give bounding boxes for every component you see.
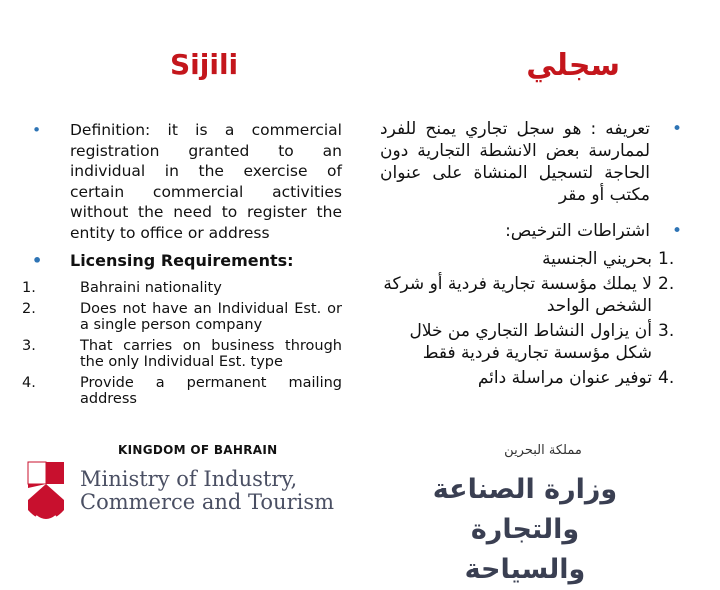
- list-text: Provide a permanent mailing address: [80, 374, 342, 407]
- list-text: لا يملك مؤسسة تجارية فردية أو شركة الشخص الواحد: [383, 274, 652, 316]
- bahrain-emblem-icon: [22, 458, 70, 530]
- definition-ar: [380, 118, 690, 206]
- ministry-line-2: Commerce and Tourism: [80, 490, 335, 514]
- list-number: 2.: [22, 300, 36, 317]
- list-text: توفير عنوان مراسلة دائم: [477, 368, 652, 388]
- list-item: [380, 273, 690, 317]
- arabic-column: [380, 118, 690, 392]
- definition-label-en: Definition:: [70, 121, 151, 139]
- list-item: [22, 280, 342, 296]
- list-text: أن يزاول النشاط التجاري من خلال شكل مؤسسة تجارية فردية فقط: [409, 321, 652, 363]
- list-item: [22, 338, 342, 370]
- title-arabic: سجلي: [526, 48, 620, 83]
- english-column: [22, 120, 342, 412]
- ministry-name-en: [80, 468, 334, 514]
- list-item: [380, 367, 690, 389]
- ministry-name-ar: وزارة الصناعة والتجارة والسياحة: [432, 474, 618, 585]
- list-text: بحريني الجنسية: [542, 249, 652, 269]
- kingdom-label-ar: مملكة البحرين: [504, 443, 582, 458]
- definition-label-ar: تعريفه :: [590, 119, 651, 139]
- list-number: 4.: [658, 368, 675, 388]
- bullet-icon: •: [671, 119, 682, 139]
- definition-text-ar: هو سجل تجاري يمنح للفرد لممارسة بعض الانشطة التجارية دون الحاجة لتسجيل المنشاة على عنوان مكتب أو مقر: [380, 119, 650, 205]
- list-item: [380, 248, 690, 270]
- list-number: 2.: [658, 274, 675, 294]
- licensing-heading-en: [22, 251, 342, 272]
- licensing-label-ar: اشتراطات الترخيص:: [505, 221, 650, 241]
- list-text: Bahraini nationality: [80, 279, 222, 296]
- list-number: 3.: [658, 321, 675, 341]
- requirements-list-ar: [380, 248, 690, 389]
- bullet-icon: •: [32, 121, 42, 139]
- bullet-icon: •: [671, 221, 682, 241]
- requirements-list-en: [22, 280, 342, 407]
- list-item: [380, 320, 690, 364]
- definition-en: [22, 120, 342, 243]
- list-number: 4.: [22, 374, 36, 391]
- list-text: Does not have an Individual Est. or a single person company: [80, 300, 342, 333]
- licensing-label-en: Licensing Requirements:: [70, 251, 294, 270]
- title-english: Sijili: [170, 48, 239, 81]
- bullet-icon: •: [32, 251, 43, 270]
- list-number: 3.: [22, 337, 36, 354]
- list-item: [22, 375, 342, 407]
- list-number: 1.: [658, 249, 675, 269]
- licensing-heading-ar: [380, 220, 690, 242]
- list-number: 1.: [22, 279, 36, 296]
- kingdom-label-en: KINGDOM OF BAHRAIN: [118, 443, 278, 457]
- definition-text-en: it is a commercial registration granted to an individual in the exercise of certain commercial activities without the need to register the entity to office or address: [70, 121, 342, 242]
- ministry-line-1: Ministry of Industry,: [80, 467, 298, 491]
- list-text: That carries on business through the only Individual Est. type: [80, 337, 342, 370]
- list-item: [22, 301, 342, 333]
